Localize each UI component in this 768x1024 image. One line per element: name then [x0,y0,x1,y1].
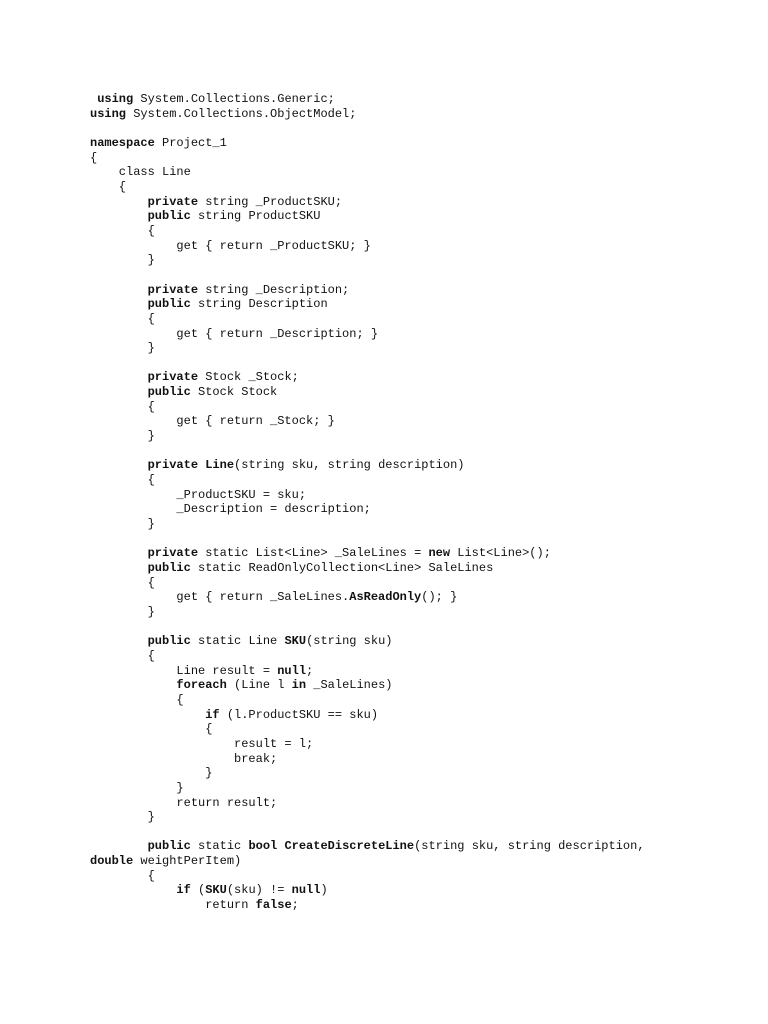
code-line [90,195,750,210]
code-keyword: private [147,194,199,209]
code-text: weightPerItem) [133,854,242,869]
code-keyword: public [147,839,191,854]
code-line [90,209,750,224]
code-keyword: public [147,297,191,312]
code-text: } [90,429,155,444]
code-line [90,121,750,136]
code-line [90,634,750,649]
code-keyword: private [147,458,199,473]
code-line [90,429,750,444]
code-line [90,165,750,180]
code-text [90,883,176,897]
code-line [90,458,750,473]
code-text: { [90,179,127,194]
code-text: Stock Stock [190,385,278,400]
code-text: result = l; [90,736,314,751]
code-line [90,502,750,517]
code-text: get { return _ProductSKU; } [90,238,371,253]
code-text: } [90,341,155,356]
code-keyword: namespace [90,135,155,150]
code-text [90,370,148,384]
code-text: ; [291,898,299,913]
code-line [90,664,750,679]
code-text [90,458,148,472]
code-line [90,414,750,429]
code-keyword: foreach [176,678,227,693]
code-text: { [90,473,155,488]
code-text: { [90,223,155,238]
code-text: { [90,575,155,590]
code-line [90,473,750,488]
code-line [90,781,750,796]
code-keyword: using [90,106,127,121]
code-keyword: public [147,209,191,224]
code-text: { [90,692,184,707]
code-keyword: public [147,634,191,649]
code-keyword: new [428,546,451,561]
code-line [90,854,750,869]
code-keyword: private [147,370,199,385]
code-text: { [90,150,98,165]
code-line [90,532,750,547]
code-text: System.Collections.Generic; [133,92,335,106]
code-text: { [90,868,155,883]
code-keyword: using [97,92,134,106]
code-text: string _Description; [198,282,350,297]
code-line [90,693,750,708]
code-text: break; [90,751,278,766]
code-keyword: false [255,898,292,913]
code-keyword: null [291,883,321,898]
code-line [90,356,750,371]
code-keyword: public [147,385,191,400]
code-line [90,796,750,811]
code-line [90,400,750,415]
code-text [90,839,148,853]
code-text: } [90,517,155,532]
code-line [90,766,750,781]
code-line [90,752,750,767]
code-text: { [90,399,155,414]
code-keyword: SKU [205,883,227,898]
code-text: _SaleLines) [306,678,393,693]
code-text: static List<Line> _SaleLines = [198,546,429,561]
code-text: ) [320,883,328,898]
code-text: (sku) != [226,883,292,898]
code-keyword: double [90,854,134,869]
code-line [90,898,750,913]
code-text [90,561,148,575]
code-text: _Description = description; [90,502,371,517]
code-text: (l.ProductSKU == sku) [219,707,379,722]
code-line [90,839,750,854]
code-text: ; [306,663,314,678]
code-text [90,283,148,297]
code-text: string _ProductSKU; [198,194,343,209]
code-line [90,883,750,898]
code-text: { [90,722,213,737]
code-text: (string sku) [306,634,393,649]
code-text: class Line [90,165,191,180]
code-line [90,737,750,752]
code-line [90,488,750,503]
code-text: static ReadOnlyCollection<Line> SaleLines [190,561,494,575]
code-text: get { return _SaleLines. [90,590,350,605]
code-text: } [90,253,155,268]
code-text: (string sku, string description, [414,839,645,854]
code-text: static [190,839,249,854]
code-line [90,268,750,283]
code-text [90,385,148,399]
code-line [90,107,750,122]
code-line [90,341,750,356]
code-keyword: Line [205,458,235,473]
code-line [90,283,750,298]
code-line [90,561,750,576]
code-text: } [90,810,155,825]
code-text: (string sku, string description) [234,458,465,473]
code-line [90,825,750,840]
code-line [90,649,750,664]
code-text: } [90,766,213,781]
code-line [90,239,750,254]
code-keyword: if [205,707,220,722]
code-text: Project_1 [154,135,227,150]
code-text [90,297,148,311]
code-text: { [90,648,155,663]
code-line [90,224,750,239]
code-text: get { return _Description; } [90,326,379,341]
code-line [90,370,750,385]
code-text: (); } [421,590,458,605]
code-line [90,136,750,151]
code-line [90,576,750,591]
code-line [90,92,750,107]
code-keyword: if [176,883,191,898]
code-text: static Line [190,634,285,649]
code-keyword: private [147,546,199,561]
code-line [90,253,750,268]
code-keyword: null [277,663,307,678]
code-text: return [90,898,256,913]
code-keyword: public [147,561,191,575]
code-text [90,708,205,722]
code-line [90,605,750,620]
code-text: } [90,604,155,619]
code-text [90,546,148,560]
code-line [90,546,750,561]
code-keyword: bool [248,839,278,854]
code-text: List<Line>(); [450,546,551,561]
code-line [90,869,750,884]
code-text: } [90,780,184,795]
code-text [90,634,148,648]
code-line [90,327,750,342]
code-text [90,678,176,692]
code-text: ( [190,883,206,898]
code-keyword: SKU [284,634,307,649]
code-text [90,195,148,209]
code-line [90,297,750,312]
code-line [90,517,750,532]
code-line [90,444,750,459]
code-text: return result; [90,795,278,810]
code-line [90,678,750,693]
code-text: Stock _Stock; [198,370,299,385]
code-text: _ProductSKU = sku; [90,487,307,502]
code-keyword: CreateDiscreteLine [284,839,415,854]
code-text: System.Collections.ObjectModel; [126,106,357,121]
code-text [90,209,148,223]
code-line [90,708,750,723]
code-line [90,312,750,327]
code-text: string Description [190,297,328,312]
code-line [90,590,750,605]
code-line [90,620,750,635]
code-text: get { return _Stock; } [90,414,335,429]
code-keyword: in [291,678,307,693]
code-text: Line result = [90,663,278,678]
code-line [90,151,750,166]
code-text: { [90,311,155,326]
code-text: (Line l [226,678,292,693]
code-line [90,385,750,400]
code-keyword: private [147,282,199,297]
code-line [90,810,750,825]
code-keyword: AsReadOnly [349,590,422,605]
code-line [90,180,750,195]
code-line [90,722,750,737]
code-listing [90,92,750,913]
code-text: string ProductSKU [190,209,321,224]
